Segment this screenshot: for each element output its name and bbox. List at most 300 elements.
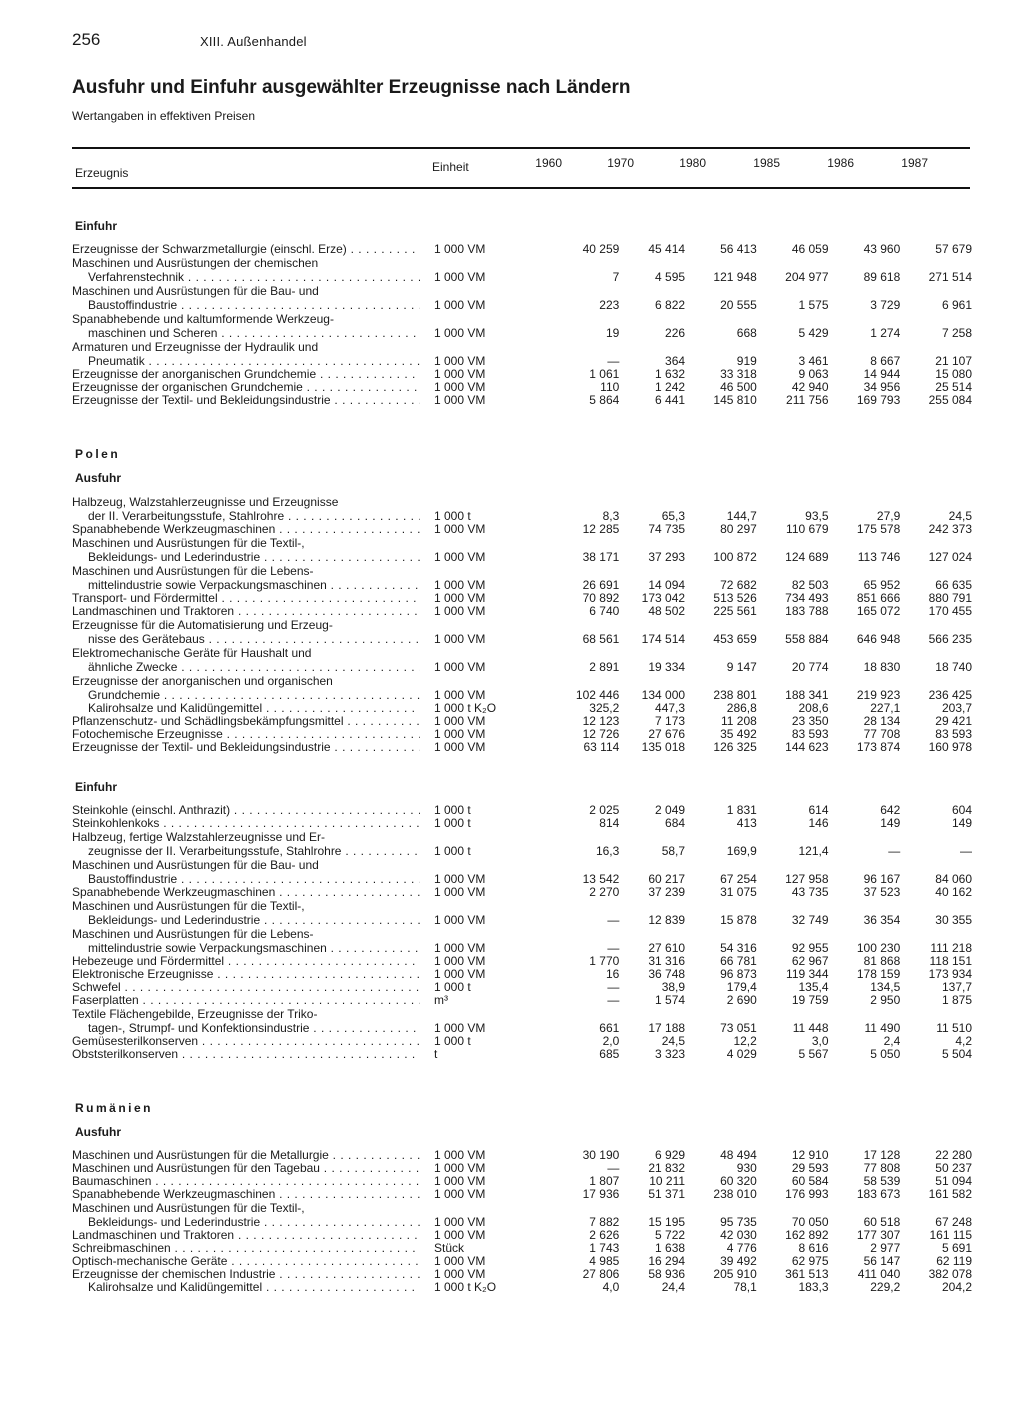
value-cell-1986: 100 230 bbox=[856, 941, 901, 955]
value-cell-1985: 46 059 bbox=[791, 242, 829, 256]
value-cell-1987: 62 119 bbox=[936, 1254, 972, 1268]
unit-cell: 1 000 VM bbox=[434, 298, 486, 312]
value-cell-1986: 77 708 bbox=[863, 727, 901, 741]
table-row bbox=[72, 1201, 972, 1229]
table-row bbox=[72, 674, 972, 702]
product-label-line: Maschinen und Ausrüstungen für die Bau- und bbox=[72, 858, 319, 872]
value-cell-1985: 119 344 bbox=[786, 967, 829, 981]
table-row bbox=[72, 728, 972, 741]
product-label-line: Bekleidungs- und Lederindustrie . . . bbox=[72, 1215, 420, 1229]
product-label bbox=[72, 1188, 420, 1201]
product-label-line: Grundchemie . . . bbox=[72, 688, 420, 702]
value-cell-1960: 661 bbox=[599, 1021, 620, 1035]
value-cell-1987: 118 151 bbox=[929, 954, 972, 968]
value-cell-1980: 46 500 bbox=[720, 380, 757, 394]
product-label-line: Kalirohsalze und Kalidüngemittel . . . bbox=[72, 702, 420, 715]
column-header-1985: 1985 bbox=[753, 156, 780, 170]
value-cell-1985: 11 448 bbox=[792, 1021, 829, 1035]
product-label bbox=[72, 1162, 420, 1175]
value-cell-1986: 178 159 bbox=[856, 967, 901, 981]
unit-cell: Stück bbox=[434, 1241, 465, 1255]
subsection-heading: Einfuhr bbox=[75, 219, 117, 233]
product-label-line: zeugnisse der II. Verarbeitungsstufe, Stahlrohre . . . bbox=[72, 844, 420, 858]
value-cell-1985: 208,6 bbox=[798, 701, 829, 715]
product-label-line: Gemüsesterilkonserven . . . bbox=[72, 1035, 420, 1048]
value-cell-1985: 70 050 bbox=[791, 1215, 829, 1229]
value-cell-1987: 127 024 bbox=[928, 550, 972, 564]
product-label-line: Faserplatten . . . bbox=[72, 994, 420, 1007]
product-label bbox=[72, 394, 420, 407]
product-label-line: Maschinen und Ausrüstungen für die Textil-, bbox=[72, 1201, 305, 1215]
product-label-line: Baustoffindustrie . . . bbox=[72, 872, 420, 886]
product-label-line: Schwefel . . . bbox=[72, 981, 420, 994]
value-cell-1986: 851 666 bbox=[856, 591, 901, 605]
product-label-line: Halbzeug, fertige Walzstahlerzeugnisse und Er- bbox=[72, 830, 326, 844]
value-cell-1980: 31 075 bbox=[720, 885, 757, 899]
value-cell-1960: 1 770 bbox=[589, 954, 620, 968]
unit-cell: 1 000 VM bbox=[434, 578, 486, 592]
value-cell-1985: 5 567 bbox=[798, 1047, 829, 1061]
product-label-line: Hebezeuge und Fördermittel . . . bbox=[72, 955, 420, 968]
product-label-line: Erzeugnisse der anorganischen Grundchemie . . . bbox=[72, 368, 420, 381]
value-cell-1987: 271 514 bbox=[928, 270, 972, 284]
product-label bbox=[72, 715, 420, 728]
value-cell-1987: 6 961 bbox=[941, 298, 972, 312]
value-cell-1970: 6 929 bbox=[655, 1148, 686, 1162]
table-row bbox=[72, 817, 972, 830]
value-cell-1960: 1 807 bbox=[589, 1174, 620, 1188]
value-cell-1960: — bbox=[607, 1161, 620, 1175]
product-label bbox=[72, 340, 420, 368]
value-cell-1985: 3 461 bbox=[798, 354, 829, 368]
value-cell-1960: 26 691 bbox=[582, 578, 620, 592]
value-cell-1987: 880 791 bbox=[928, 591, 972, 605]
product-label bbox=[72, 674, 420, 702]
value-cell-1986: 2 977 bbox=[870, 1241, 901, 1255]
value-cell-1960: 38 171 bbox=[582, 550, 620, 564]
unit-cell: 1 000 t bbox=[434, 844, 471, 858]
product-label-line: ähnliche Zwecke . . . bbox=[72, 660, 420, 674]
value-cell-1980: 95 735 bbox=[720, 1215, 757, 1229]
country-heading: Rumänien bbox=[75, 1101, 154, 1115]
product-label-line: Maschinen und Ausrüstungen für den Tagebau . . . bbox=[72, 1162, 420, 1175]
value-cell-1970: 173 042 bbox=[641, 591, 686, 605]
value-cell-1985: 8 616 bbox=[798, 1241, 829, 1255]
table-row bbox=[72, 1229, 972, 1242]
product-label bbox=[72, 968, 420, 981]
value-cell-1970: 364 bbox=[665, 354, 686, 368]
column-header-unit: Einheit bbox=[432, 160, 469, 174]
value-cell-1980: 42 030 bbox=[720, 1228, 757, 1242]
product-label-line: Erzeugnisse der anorganischen und organischen bbox=[72, 674, 333, 688]
value-cell-1985: 146 bbox=[808, 816, 829, 830]
value-cell-1960: 1 743 bbox=[589, 1241, 620, 1255]
value-cell-1980: 453 659 bbox=[713, 632, 757, 646]
product-label bbox=[72, 1035, 420, 1048]
table-row bbox=[72, 394, 972, 407]
value-cell-1987: 67 248 bbox=[935, 1215, 972, 1229]
value-cell-1987: 18 740 bbox=[935, 660, 972, 674]
product-label bbox=[72, 858, 420, 886]
product-label-line: Baustoffindustrie . . . bbox=[72, 298, 420, 312]
value-cell-1960: 4 985 bbox=[589, 1254, 620, 1268]
value-cell-1985: 1 575 bbox=[798, 298, 829, 312]
value-cell-1970: 12 839 bbox=[648, 913, 686, 927]
value-cell-1986: 2 950 bbox=[870, 993, 901, 1007]
value-cell-1987: 5 504 bbox=[941, 1047, 972, 1061]
unit-cell: 1 000 t K₂O bbox=[434, 701, 497, 715]
value-cell-1960: 12 123 bbox=[582, 714, 620, 728]
value-cell-1986: — bbox=[888, 844, 901, 858]
value-cell-1987: — bbox=[960, 844, 972, 858]
unit-cell: 1 000 VM bbox=[434, 727, 486, 741]
value-cell-1987: 137,7 bbox=[941, 980, 972, 994]
product-label-line: Maschinen und Ausrüstungen für die Textil-, bbox=[72, 536, 305, 550]
value-cell-1970: 6 441 bbox=[655, 393, 686, 407]
value-cell-1960: 4,0 bbox=[602, 1280, 620, 1294]
unit-cell: 1 000 t bbox=[434, 803, 471, 817]
unit-cell: 1 000 VM bbox=[434, 367, 486, 381]
table-row bbox=[72, 1188, 972, 1201]
value-cell-1960: 110 bbox=[600, 380, 620, 394]
table-row bbox=[72, 284, 972, 312]
value-cell-1970: 31 316 bbox=[648, 954, 686, 968]
product-label-line: Obststerilkonserven . . . bbox=[72, 1048, 420, 1061]
table-row bbox=[72, 618, 972, 646]
column-header-1987: 1987 bbox=[901, 156, 928, 170]
table-row bbox=[72, 368, 972, 381]
table-row bbox=[72, 1149, 972, 1162]
product-label-line: Schreibmaschinen . . . bbox=[72, 1242, 420, 1255]
product-label-line: Pneumatik . . . bbox=[72, 354, 420, 368]
table-row bbox=[72, 592, 972, 605]
table-row bbox=[72, 1268, 972, 1281]
value-cell-1960: 2 270 bbox=[589, 885, 620, 899]
value-cell-1970: 45 414 bbox=[648, 242, 686, 256]
value-cell-1960: 2 891 bbox=[589, 660, 620, 674]
value-cell-1987: 24,5 bbox=[948, 509, 972, 523]
value-cell-1987: 21 107 bbox=[935, 354, 972, 368]
country-heading: Polen bbox=[75, 447, 121, 461]
page-subtitle: Wertangaben in effektiven Preisen bbox=[72, 109, 256, 123]
value-cell-1985: 5 429 bbox=[798, 326, 829, 340]
value-cell-1980: 66 781 bbox=[720, 954, 757, 968]
value-cell-1960: 30 190 bbox=[582, 1148, 620, 1162]
value-cell-1970: 16 294 bbox=[648, 1254, 686, 1268]
value-cell-1970: 135 018 bbox=[641, 740, 686, 754]
value-cell-1986: 65 952 bbox=[863, 578, 901, 592]
value-cell-1960: 8,3 bbox=[602, 509, 620, 523]
product-label-line: Spanabhebende Werkzeugmaschinen . . . bbox=[72, 886, 420, 899]
table-header-rule bbox=[72, 187, 970, 189]
unit-cell: 1 000 VM bbox=[434, 941, 486, 955]
value-cell-1985: 60 584 bbox=[791, 1174, 829, 1188]
value-cell-1986: 2,4 bbox=[883, 1034, 901, 1048]
value-cell-1987: 255 084 bbox=[928, 393, 972, 407]
table-row bbox=[72, 830, 972, 858]
value-cell-1986: 58 539 bbox=[863, 1174, 901, 1188]
table-row bbox=[72, 243, 972, 256]
value-cell-1986: 229,2 bbox=[870, 1280, 901, 1294]
product-label-line: Elektromechanische Geräte für Haushalt und bbox=[72, 646, 312, 660]
value-cell-1980: 67 254 bbox=[720, 872, 757, 886]
table-row bbox=[72, 899, 972, 927]
product-label-line: der II. Verarbeitungsstufe, Stahlrohre . . . bbox=[72, 509, 420, 523]
product-label-line: mittelindustrie sowie Verpackungsmaschinen . . . bbox=[72, 941, 420, 955]
table-row bbox=[72, 927, 972, 955]
product-label-line: Erzeugnisse der Schwarzmetallurgie (einschl. Erze) . . . bbox=[72, 243, 420, 256]
product-label bbox=[72, 702, 420, 715]
unit-cell: 1 000 t bbox=[434, 1034, 471, 1048]
value-cell-1970: 38,9 bbox=[661, 980, 686, 994]
table-row bbox=[72, 1035, 972, 1048]
value-cell-1987: 173 934 bbox=[928, 967, 972, 981]
value-cell-1986: 77 808 bbox=[863, 1161, 901, 1175]
product-label-line: Optisch-mechanische Geräte . . . bbox=[72, 1255, 420, 1268]
product-label-line: Spanabhebende und kaltumformende Werkzeug- bbox=[72, 312, 334, 326]
table-row bbox=[72, 495, 972, 523]
product-label bbox=[72, 1229, 420, 1242]
product-label-line: Armaturen und Erzeugnisse der Hydraulik und bbox=[72, 340, 319, 354]
value-cell-1980: 238 801 bbox=[713, 688, 757, 702]
table-row bbox=[72, 1281, 972, 1294]
value-cell-1960: 685 bbox=[599, 1047, 620, 1061]
product-label bbox=[72, 284, 420, 312]
value-cell-1986: 177 307 bbox=[856, 1228, 901, 1242]
table-top-rule bbox=[72, 147, 970, 149]
value-cell-1985: 29 593 bbox=[791, 1161, 829, 1175]
value-cell-1987: 30 355 bbox=[935, 913, 972, 927]
unit-cell: 1 000 VM bbox=[434, 1254, 486, 1268]
value-cell-1960: 325,2 bbox=[589, 701, 620, 715]
product-label bbox=[72, 1007, 420, 1035]
product-label bbox=[72, 1268, 420, 1281]
value-cell-1985: 12 910 bbox=[791, 1148, 829, 1162]
value-cell-1970: 21 832 bbox=[648, 1161, 686, 1175]
table-row bbox=[72, 715, 972, 728]
value-cell-1980: 54 316 bbox=[720, 941, 757, 955]
value-cell-1960: 16 bbox=[605, 967, 620, 981]
unit-cell: 1 000 VM bbox=[434, 885, 486, 899]
value-cell-1987: 25 514 bbox=[935, 380, 972, 394]
product-label-line: Transport- und Fördermittel . . . bbox=[72, 592, 420, 605]
value-cell-1985: 83 593 bbox=[791, 727, 829, 741]
value-cell-1980: 179,4 bbox=[726, 980, 757, 994]
value-cell-1987: 382 078 bbox=[928, 1267, 972, 1281]
product-label bbox=[72, 1255, 420, 1268]
product-label bbox=[72, 592, 420, 605]
product-label-line: Steinkohle (einschl. Anthrazit) . . . bbox=[72, 804, 420, 817]
table-row bbox=[72, 340, 972, 368]
value-cell-1970: 10 211 bbox=[649, 1174, 686, 1188]
table-row bbox=[72, 804, 972, 817]
value-cell-1987: 604 bbox=[951, 803, 972, 817]
product-label-line: Kalirohsalze und Kalidüngemittel . . . bbox=[72, 1281, 420, 1294]
value-cell-1987: 566 235 bbox=[928, 632, 972, 646]
product-label bbox=[72, 243, 420, 256]
value-cell-1985: 176 993 bbox=[785, 1187, 829, 1201]
value-cell-1970: 1 574 bbox=[655, 993, 686, 1007]
value-cell-1987: 161 115 bbox=[929, 1228, 972, 1242]
value-cell-1980: 286,8 bbox=[726, 701, 757, 715]
subsection-heading: Ausfuhr bbox=[75, 1125, 121, 1139]
value-cell-1987: 66 635 bbox=[935, 578, 972, 592]
value-cell-1980: 12,2 bbox=[733, 1034, 757, 1048]
product-label bbox=[72, 1281, 420, 1294]
value-cell-1985: 204 977 bbox=[785, 270, 829, 284]
table-row bbox=[72, 605, 972, 618]
product-label-line: Maschinen und Ausrüstungen für die Lebens- bbox=[72, 927, 314, 941]
value-cell-1980: 513 526 bbox=[713, 591, 757, 605]
value-cell-1987: 84 060 bbox=[935, 872, 972, 886]
product-label-line: maschinen und Scheren . . . bbox=[72, 326, 420, 340]
value-cell-1970: 58,7 bbox=[661, 844, 686, 858]
table-row bbox=[72, 968, 972, 981]
value-cell-1986: 60 518 bbox=[863, 1215, 901, 1229]
unit-cell: 1 000 VM bbox=[434, 714, 486, 728]
value-cell-1985: 734 493 bbox=[785, 591, 829, 605]
value-cell-1980: 96 873 bbox=[720, 967, 757, 981]
value-cell-1970: 6 822 bbox=[655, 298, 686, 312]
product-label-line: Maschinen und Ausrüstungen für die Lebens- bbox=[72, 564, 314, 578]
product-label bbox=[72, 981, 420, 994]
value-cell-1970: 4 595 bbox=[655, 270, 686, 284]
value-cell-1987: 170 455 bbox=[928, 604, 972, 618]
value-cell-1970: 7 173 bbox=[655, 714, 686, 728]
unit-cell: 1 000 VM bbox=[434, 913, 486, 927]
value-cell-1970: 2 049 bbox=[655, 803, 686, 817]
value-cell-1970: 1 242 bbox=[655, 380, 686, 394]
value-cell-1970: 3 323 bbox=[655, 1047, 686, 1061]
value-cell-1980: 73 051 bbox=[720, 1021, 757, 1035]
value-cell-1986: 81 868 bbox=[863, 954, 901, 968]
product-label-line: Baumaschinen . . . bbox=[72, 1175, 420, 1188]
value-cell-1980: 930 bbox=[736, 1161, 757, 1175]
value-cell-1970: 37 293 bbox=[648, 550, 686, 564]
product-label-line: tagen-, Strumpf- und Konfektionsindustrie . . . bbox=[72, 1021, 420, 1035]
table-row bbox=[72, 1255, 972, 1268]
value-cell-1970: 27 676 bbox=[648, 727, 686, 741]
value-cell-1985: 110 679 bbox=[786, 522, 829, 536]
product-label bbox=[72, 605, 420, 618]
value-cell-1987: 50 237 bbox=[935, 1161, 972, 1175]
unit-cell: 1 000 VM bbox=[434, 604, 486, 618]
value-cell-1985: 162 892 bbox=[785, 1228, 829, 1242]
value-cell-1960: 814 bbox=[599, 816, 620, 830]
value-cell-1987: 111 218 bbox=[930, 941, 972, 955]
value-cell-1980: 11 208 bbox=[720, 714, 757, 728]
value-cell-1980: 2 690 bbox=[726, 993, 757, 1007]
product-label-line: Maschinen und Ausrüstungen für die Bau- und bbox=[72, 284, 319, 298]
value-cell-1986: 134,5 bbox=[870, 980, 901, 994]
value-cell-1960: 27 806 bbox=[582, 1267, 620, 1281]
value-cell-1960: 63 114 bbox=[583, 740, 620, 754]
column-header-1980: 1980 bbox=[679, 156, 706, 170]
value-cell-1970: 27 610 bbox=[648, 941, 686, 955]
value-cell-1970: 447,3 bbox=[655, 701, 686, 715]
value-cell-1960: 40 259 bbox=[582, 242, 620, 256]
unit-cell: 1 000 VM bbox=[434, 632, 486, 646]
value-cell-1986: 14 944 bbox=[863, 367, 901, 381]
value-cell-1987: 57 679 bbox=[935, 242, 972, 256]
value-cell-1960: — bbox=[607, 980, 620, 994]
product-label-line: Erzeugnisse für die Automatisierung und Erzeug- bbox=[72, 618, 333, 632]
product-label bbox=[72, 886, 420, 899]
table-row bbox=[72, 646, 972, 674]
value-cell-1980: 56 413 bbox=[720, 242, 757, 256]
value-cell-1980: 145 810 bbox=[713, 393, 757, 407]
value-cell-1987: 242 373 bbox=[928, 522, 972, 536]
table-row bbox=[72, 886, 972, 899]
value-cell-1985: 92 955 bbox=[791, 941, 829, 955]
table-body bbox=[72, 205, 972, 1294]
value-cell-1980: 15 878 bbox=[720, 913, 757, 927]
product-label-line: Spanabhebende Werkzeugmaschinen . . . bbox=[72, 1188, 420, 1201]
table-row bbox=[72, 536, 972, 564]
product-label bbox=[72, 728, 420, 741]
value-cell-1987: 7 258 bbox=[941, 326, 972, 340]
value-cell-1987: 160 978 bbox=[928, 740, 972, 754]
value-cell-1980: 668 bbox=[736, 326, 757, 340]
value-cell-1987: 4,2 bbox=[955, 1034, 972, 1048]
unit-cell: 1 000 VM bbox=[434, 591, 486, 605]
value-cell-1987: 1 875 bbox=[941, 993, 972, 1007]
unit-cell: 1 000 VM bbox=[434, 954, 486, 968]
value-cell-1960: — bbox=[607, 354, 620, 368]
value-cell-1985: 32 749 bbox=[791, 913, 829, 927]
value-cell-1986: 27,9 bbox=[876, 509, 901, 523]
product-label bbox=[72, 536, 420, 564]
value-cell-1986: 11 490 bbox=[864, 1021, 901, 1035]
value-cell-1980: 1 831 bbox=[726, 803, 757, 817]
value-cell-1970: 684 bbox=[665, 816, 686, 830]
unit-cell: 1 000 VM bbox=[434, 380, 486, 394]
value-cell-1970: 51 371 bbox=[648, 1187, 686, 1201]
unit-cell: 1 000 VM bbox=[434, 967, 486, 981]
value-cell-1960: 68 561 bbox=[582, 632, 620, 646]
value-cell-1970: 1 638 bbox=[655, 1241, 686, 1255]
value-cell-1985: 211 756 bbox=[786, 393, 829, 407]
unit-cell: 1 000 VM bbox=[434, 522, 486, 536]
value-cell-1970: 48 502 bbox=[648, 604, 686, 618]
value-cell-1985: 19 759 bbox=[791, 993, 829, 1007]
value-cell-1986: 56 147 bbox=[863, 1254, 901, 1268]
value-cell-1986: 646 948 bbox=[856, 632, 901, 646]
value-cell-1980: 144,7 bbox=[726, 509, 757, 523]
product-label bbox=[72, 1175, 420, 1188]
value-cell-1985: 121,4 bbox=[798, 844, 829, 858]
product-label bbox=[72, 804, 420, 817]
value-cell-1980: 33 318 bbox=[720, 367, 757, 381]
value-cell-1987: 149 bbox=[951, 816, 972, 830]
product-label-line: Steinkohlenkoks . . . bbox=[72, 817, 420, 830]
product-label-line: Maschinen und Ausrüstungen für die Textil-, bbox=[72, 899, 305, 913]
column-header-1960: 1960 bbox=[535, 156, 562, 170]
product-label bbox=[72, 646, 420, 674]
value-cell-1980: 72 682 bbox=[720, 578, 757, 592]
value-cell-1980: 39 492 bbox=[720, 1254, 757, 1268]
unit-cell: 1 000 VM bbox=[434, 1215, 486, 1229]
value-cell-1986: 149 bbox=[880, 816, 901, 830]
product-label-line: Bekleidungs- und Lederindustrie . . . bbox=[72, 913, 420, 927]
value-cell-1987: 29 421 bbox=[935, 714, 972, 728]
value-cell-1986: 183 673 bbox=[856, 1187, 901, 1201]
value-cell-1985: 62 975 bbox=[791, 1254, 829, 1268]
value-cell-1970: 19 334 bbox=[648, 660, 686, 674]
unit-cell: 1 000 VM bbox=[434, 872, 486, 886]
value-cell-1980: 100 872 bbox=[713, 550, 757, 564]
unit-cell: 1 000 VM bbox=[434, 660, 486, 674]
